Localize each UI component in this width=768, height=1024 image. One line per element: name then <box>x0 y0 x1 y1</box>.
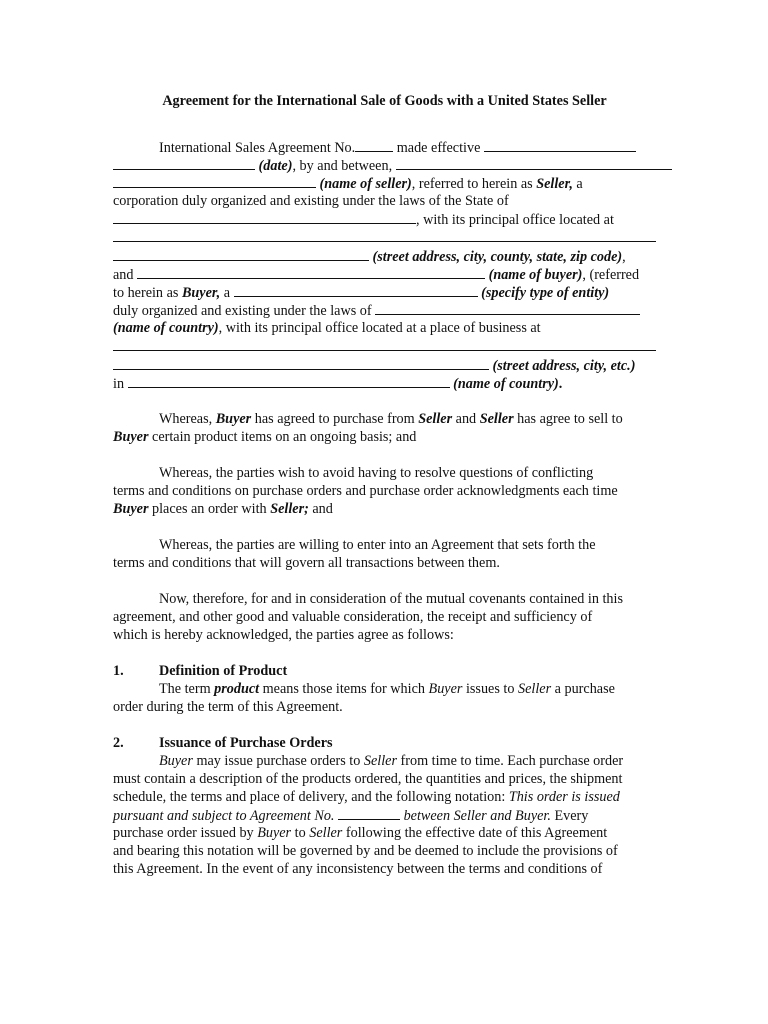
seller-name-blank <box>113 174 316 188</box>
intro-block <box>113 138 656 392</box>
intro-line: and (name of buyer), (referred <box>113 267 640 283</box>
intro-line: (street address, city, etc.) <box>113 356 656 374</box>
buyer-address-blank <box>113 337 656 351</box>
intro-line: in (name of country). <box>113 376 563 392</box>
whereas-paragraph-2: Whereas, the parties wish to avoid having to resolve questions of conflicting terms and conditions on purchase orders and purchase order acknowledgments each time Buyer places an order with Seller; and <box>113 465 618 517</box>
agreement-number-blank <box>355 138 393 152</box>
document-page <box>113 92 656 878</box>
intro-line: International Sales Agreement No. made effective <box>113 138 656 156</box>
address-blank <box>113 228 656 242</box>
country-blank <box>375 301 640 315</box>
whereas-paragraph-3: Whereas, the parties are willing to enter into an Agreement that sets forth the terms and conditions that will govern all transactions between them. <box>113 537 596 571</box>
state-blank <box>113 210 416 224</box>
section-1: 1. Definition of Product The term product means those items for which Buyer issues to Seller a purchase order during the term of this Agreement. <box>113 662 656 716</box>
date-blank <box>484 138 636 152</box>
intro-line: to herein as Buyer, a (specify type of entity) <box>113 285 610 301</box>
intro-line: , with its principal office located at <box>113 210 656 228</box>
buyer-address-blank-2 <box>113 356 489 370</box>
entity-type-blank <box>234 283 478 297</box>
intro-line: duly organized and existing under the laws of <box>113 301 656 319</box>
agreement-number-blank-2 <box>338 806 400 820</box>
seller-address-blank <box>113 247 369 261</box>
whereas-paragraph-1: Whereas, Buyer has agreed to purchase from Seller and Seller has agree to sell to Buyer certain product items on an ongoing basis; and <box>113 411 623 445</box>
buyer-country-blank <box>128 374 450 388</box>
document-title: Agreement for the International Sale of Goods with a United States Seller <box>162 93 607 109</box>
intro-line: (name of seller), referred to herein as Seller, a <box>113 174 656 192</box>
section-heading: 2. Issuance of Purchase Orders <box>113 735 333 751</box>
intro-line: corporation duly organized and existing under the laws of the State of <box>113 193 509 209</box>
date-blank-cont <box>113 156 255 170</box>
buyer-name-blank <box>137 265 485 279</box>
now-therefore-paragraph: Now, therefore, for and in consideration of the mutual covenants contained in this agreement, and other good and valuable consideration, the receipt and sufficiency of which is hereby acknowledged, the parties agree as follows: <box>113 591 623 643</box>
intro-line: (street address, city, county, state, zip code), <box>113 247 656 265</box>
intro-line: (name of country), with its principal office located at a place of business at <box>113 320 541 336</box>
intro-line: (date), by and between, <box>113 156 656 174</box>
section-heading: 1. Definition of Product <box>113 663 288 679</box>
section-2: 2. Issuance of Purchase Orders Buyer may issue purchase orders to Seller from time to time. Each purchase order must contain a description of the products ordered, the quantities and prices, the shipment schedule, the terms and place of delivery, and the following notation: This order is issued pursuant and subject to Agreement No. between Seller and Buyer. Every purchase order issued by Buyer to Seller following the effective date of this Agreement and bearing this notation will be governed by and be deemed to include the provisions of this Agreement. In the event of any inconsistency between the terms and conditions of <box>113 734 656 878</box>
party-blank <box>396 156 672 170</box>
